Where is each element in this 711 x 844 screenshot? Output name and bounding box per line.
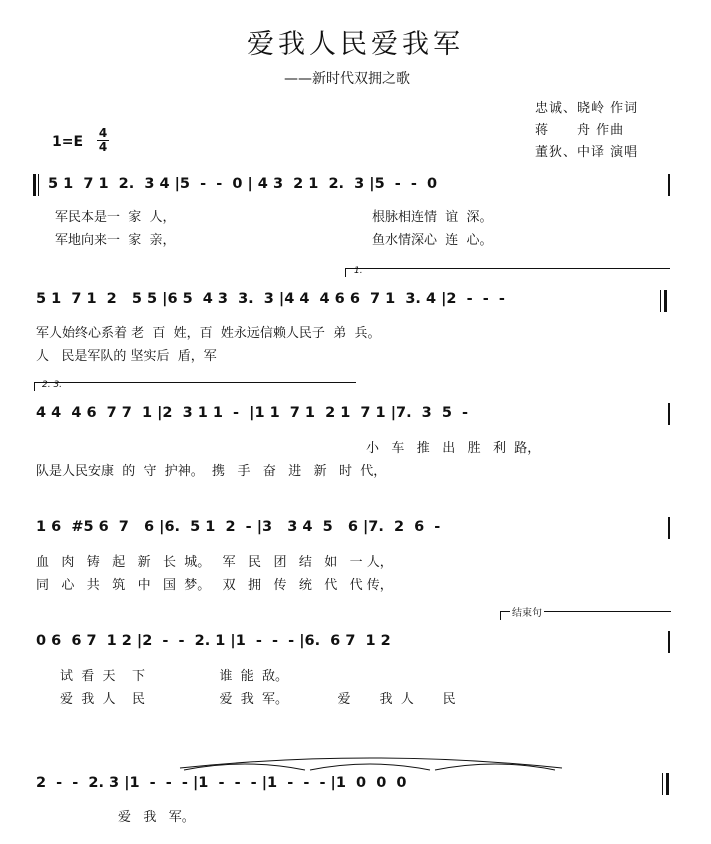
song-title: 爱我人民爱我军 — [247, 29, 464, 60]
time-signature-bottom: 4 — [98, 140, 108, 154]
notation-row-5: 0 6 6 7 1 2 |2 - - 2. 1 |1 - - - |6. 6 7 1 2 — [36, 633, 391, 649]
coda-label: 结束句 — [510, 604, 544, 619]
repeat-start-barline — [33, 174, 36, 196]
key-signature: 1=E — [52, 134, 84, 150]
notation-row-2: 5 1 7 1 2 5 5 |6 5 4 3 3. 3 |4 4 4 6 6 7 1 3. 4 |2 - - - — [36, 291, 505, 307]
lyric-row-1-verse-2-a: 军地向来一 家 亲， — [55, 233, 176, 248]
lyric-row-1-verse-1-a: 军民本是一 家 人， — [55, 210, 176, 225]
barline — [668, 517, 670, 539]
final-barline — [666, 773, 669, 795]
lyric-row-1-verse-2-b: 鱼水情深心 连 心。 — [372, 233, 493, 248]
lyric-row-1-verse-1-b: 根脉相连情 谊 深。 — [372, 210, 493, 225]
lyric-row-5-verse-2: 爱 我 人 民 爱 我 军。 爱 我 人 民 — [60, 692, 456, 707]
long-tie-arc — [180, 758, 562, 768]
lyric-row-3-line-2: 队是人民安康 的 守 护神。 携 手 奋 进 新 时 代， — [36, 464, 387, 479]
final-thin-barline — [662, 773, 663, 795]
credit-performer: 董狄、中译 演唱 — [535, 145, 639, 160]
lyric-row-2-verse-2: 人 民是军队的 坚实后 盾，军 — [36, 349, 217, 364]
first-ending-bracket — [345, 268, 670, 277]
time-signature — [97, 127, 109, 154]
lyric-row-4-verse-1: 血 肉 铸 起 新 长 城。 军 民 团 结 如 一 人， — [36, 555, 393, 570]
barline — [668, 631, 670, 653]
first-ending-label: 1. — [354, 266, 363, 276]
lyric-row-6: 爱 我 军。 — [118, 810, 195, 825]
credit-lyricist: 忠诚、晓岭 作词 — [535, 101, 639, 116]
barline — [668, 403, 670, 425]
tie-arc — [184, 764, 305, 770]
tie-arc — [310, 764, 430, 770]
notation-row-4: 1 6 #5 6 7 6 |6. 5 1 2 - |3 3 4 5 6 |7. 2 6 - — [36, 519, 441, 535]
notation-row-1: 5 1 7 1 2. 3 4 |5 - - 0 | 4 3 2 1 2. 3 |5 - - 0 — [48, 176, 438, 192]
lyric-row-3-line-1: 小 车 推 出 胜 利 路， — [366, 441, 541, 456]
notation-row-6: 2 - - 2. 3 |1 - - - |1 - - - |1 - - - |1 0 0 0 — [36, 775, 407, 791]
barline — [668, 174, 670, 196]
second-third-ending-label: 2. 3. — [42, 380, 63, 390]
notation-row-3: 4 4 4 6 7 7 1 |2 3 1 1 - |1 1 7 1 2 1 7 1 |7. 3 5 - — [36, 405, 469, 421]
repeat-end-thin-barline — [660, 290, 661, 312]
tie-arcs — [170, 752, 570, 772]
tie-arc — [435, 764, 555, 770]
time-signature-top: 4 — [98, 126, 108, 140]
lyric-row-2-verse-1: 军人始终心系着 老 百 姓，百 姓永远信赖人民子 弟 兵。 — [36, 326, 381, 341]
lyric-row-5-verse-1: 试 看 天 下 谁 能 敌。 — [60, 669, 288, 684]
repeat-start-thin-barline — [38, 174, 39, 196]
song-subtitle: ——新时代双拥之歌 — [284, 71, 410, 87]
lyric-row-4-verse-2: 同 心 共 筑 中 国 梦。 双 拥 传 统 代 代 传， — [36, 578, 393, 593]
repeat-end-barline — [664, 290, 667, 312]
second-third-ending-bracket — [34, 382, 356, 391]
credit-composer: 蒋 舟 作曲 — [535, 123, 625, 138]
